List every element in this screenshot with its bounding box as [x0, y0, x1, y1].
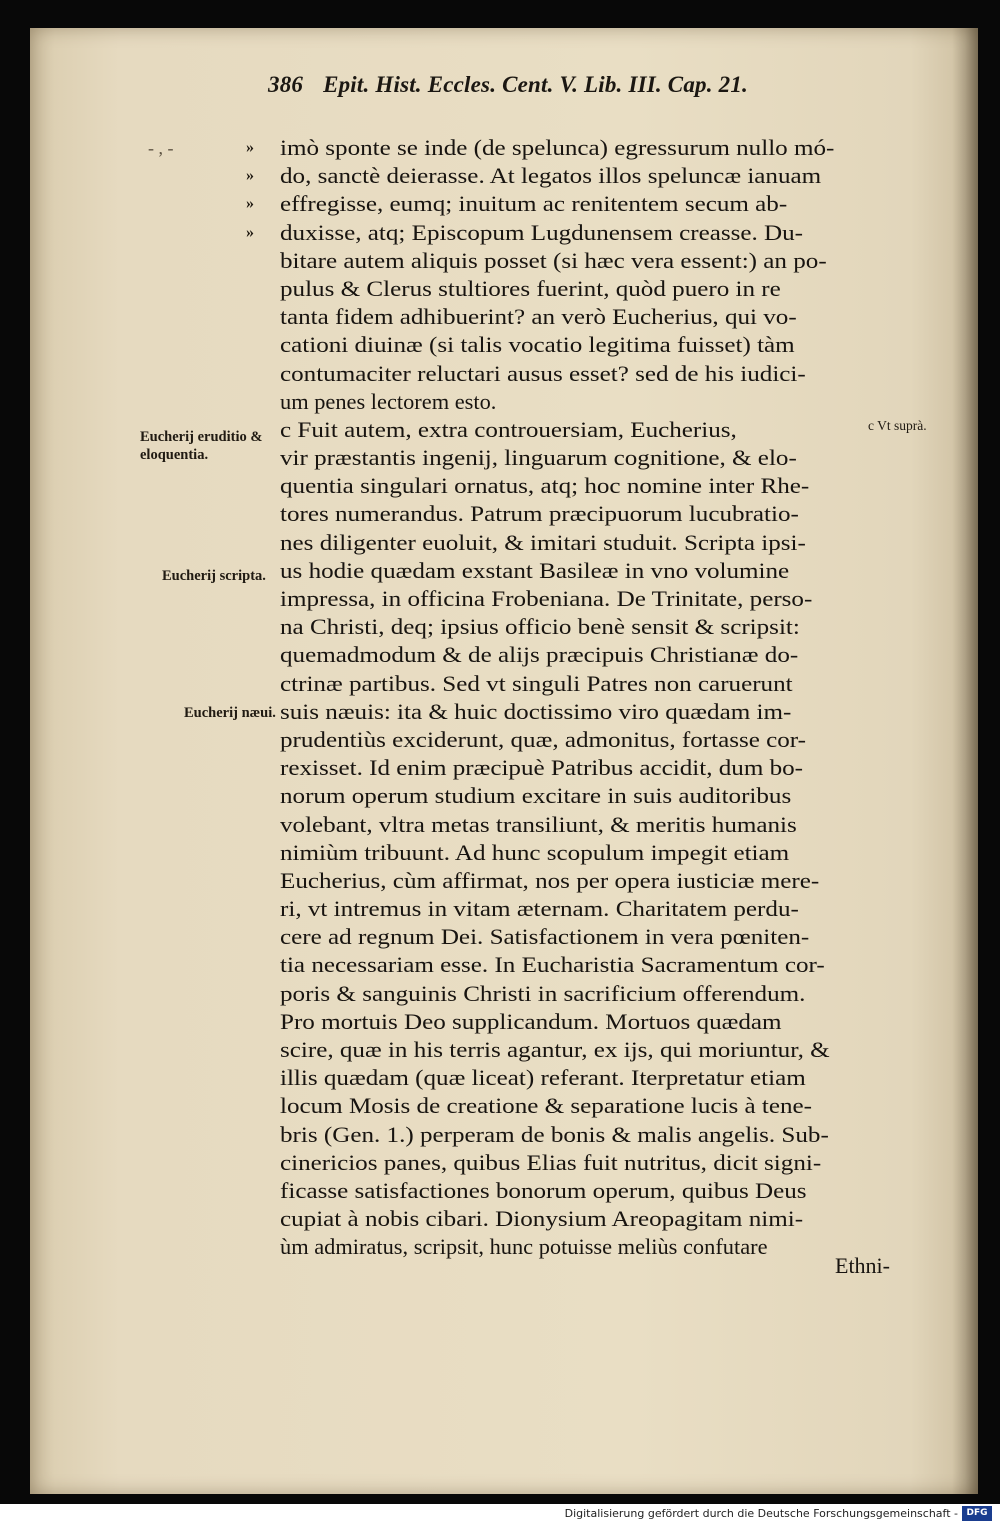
text-line: tanta fidem adhibuerint? an verò Eucherius, qui vo- [280, 304, 797, 330]
margin-note-scripta: Eucherij scripta. [162, 568, 266, 584]
margin-note-vt-supra: c Vt suprà. [868, 418, 927, 433]
text-line: na Christi, deq; ipsius officio benè sensit & scripsit: [280, 614, 800, 640]
text-line: c Fuit autem, extra controuersiam, Eucherius, [280, 416, 737, 442]
margin-dash-mark: - , - [148, 138, 174, 158]
text-line: illis quædam (quæ liceat) referant. Iterpretatur etiam [280, 1065, 806, 1091]
text-line: suis næuis: ita & huic doctissimo viro quædam im- [280, 698, 792, 724]
running-title: Epit. Hist. Eccles. Cent. V. Lib. III. Cap. 21. [323, 72, 749, 97]
text-line: effregisse, eumq; inuitum ac renitentem secum ab- [280, 191, 788, 217]
text-line: cupiat à nobis cibari. Dionysium Areopagitam nimi- [280, 1206, 804, 1232]
text-line: volebant, vltra metas transiliunt, & meritis humanis [280, 811, 797, 837]
folio-number: 386 [268, 72, 304, 97]
margin-note-line: Eucherij eruditio & [140, 429, 263, 445]
page-fold-shadow [952, 28, 978, 1494]
text-line: tia necessariam esse. In Eucharistia Sacramentum cor- [280, 952, 825, 978]
text-line: bris (Gen. 1.) perperam de bonis & malis angelis. Sub- [280, 1121, 829, 1147]
text-line: vir præstantis ingenij, linguarum cognitione, & elo- [280, 445, 797, 471]
text-line: quentia singulari ornatus, atq; hoc nomine inter Rhe- [280, 473, 810, 499]
dfg-logo: DFG [962, 1506, 992, 1521]
text-line: nes diligenter euoluit, & imitari studuit. Scripta ipsi- [280, 529, 806, 555]
text-line: Eucherius, cùm affirmat, nos per opera iusticiæ mere- [280, 867, 820, 893]
text-line: nimiùm tribuunt. Ad hunc scopulum impegit etiam [280, 839, 790, 865]
text-line: quemadmodum & de alijs præcipuis Christianæ do- [280, 642, 799, 668]
text-line: do, sanctè deierasse. At legatos illos speluncæ ianuam [280, 163, 822, 189]
text-line: contumaciter reluctari ausus esset? sed de his iudici- [280, 360, 806, 386]
text-line: imò sponte se inde (de spelunca) egressurum nullo mó- [280, 135, 835, 160]
text-line: bitare autem aliquis posset (si hæc vera essent:) an po- [280, 247, 827, 273]
text-line: ùm admiratus, scripsit, hunc potuisse meliùs confutare [280, 1234, 768, 1260]
running-header [268, 72, 808, 98]
margin-note-naeui: Eucherij næui. [184, 705, 276, 721]
text-line: ficasse satisfactiones bonorum operum, quibus Deus [280, 1177, 807, 1203]
text-line: duxisse, atq; Episcopum Lugdunensem creasse. Du- [280, 219, 804, 245]
text-line: cere ad regnum Dei. Satisfactionem in vera pœniten- [280, 924, 810, 950]
text-line: locum Mosis de creatione & separatione lucis à tene- [280, 1093, 813, 1119]
text-line: prudentiùs exciderunt, quæ, admonitus, fortasse cor- [280, 726, 807, 752]
quote-mark: » [246, 139, 254, 156]
text-line: Pro mortuis Deo supplicandum. Mortuos quædam [280, 1008, 782, 1034]
text-line: impressa, in officina Frobeniana. De Trinitate, perso- [280, 586, 813, 611]
funding-notice: Digitalisierung gefördert durch die Deutsche Forschungsgemeinschaft - [564, 1507, 958, 1520]
margin-note-eruditio [140, 428, 262, 464]
text-line: um penes lectorem esto. [280, 388, 497, 414]
text-line: cinericios panes, quibus Elias fuit nutritus, dicit signi- [280, 1149, 822, 1175]
quote-mark: » [246, 167, 254, 185]
text-line: us hodie quædam exstant Basileæ in vno volumine [280, 557, 790, 583]
text-line: tores numerandus. Patrum præcipuorum lucubratio- [280, 501, 799, 527]
text-line: cationi diuinæ (si talis vocatio legitima fuisset) tàm [280, 332, 795, 358]
text-line: pulus & Clerus stultiores fuerint, quòd puero in re [280, 275, 781, 301]
quotation-marks-column [246, 134, 276, 247]
text-line: rexisset. Id enim præcipuè Patribus accidit, dum bo- [280, 755, 804, 781]
text-line: ctrinæ partibus. Sed vt singuli Patres non caruerunt [280, 670, 793, 696]
quote-mark: » [246, 223, 254, 241]
text-line: norum operum studium excitare in suis auditoribus [280, 783, 792, 809]
text-line: poris & sanguinis Christi in sacrificium offerendum. [280, 980, 806, 1006]
main-text-block [280, 134, 840, 1262]
text-line: scire, quæ in his terris agantur, ex ijs, qui moriuntur, & [280, 1037, 830, 1062]
text-line: ri, vt intremus in vitam æternam. Charitatem perdu- [280, 896, 799, 922]
margin-note-line: eloquentia. [140, 447, 209, 463]
quote-mark: » [246, 195, 254, 213]
digitization-footer [0, 1504, 1000, 1524]
catchword: Ethni- [835, 1253, 890, 1278]
